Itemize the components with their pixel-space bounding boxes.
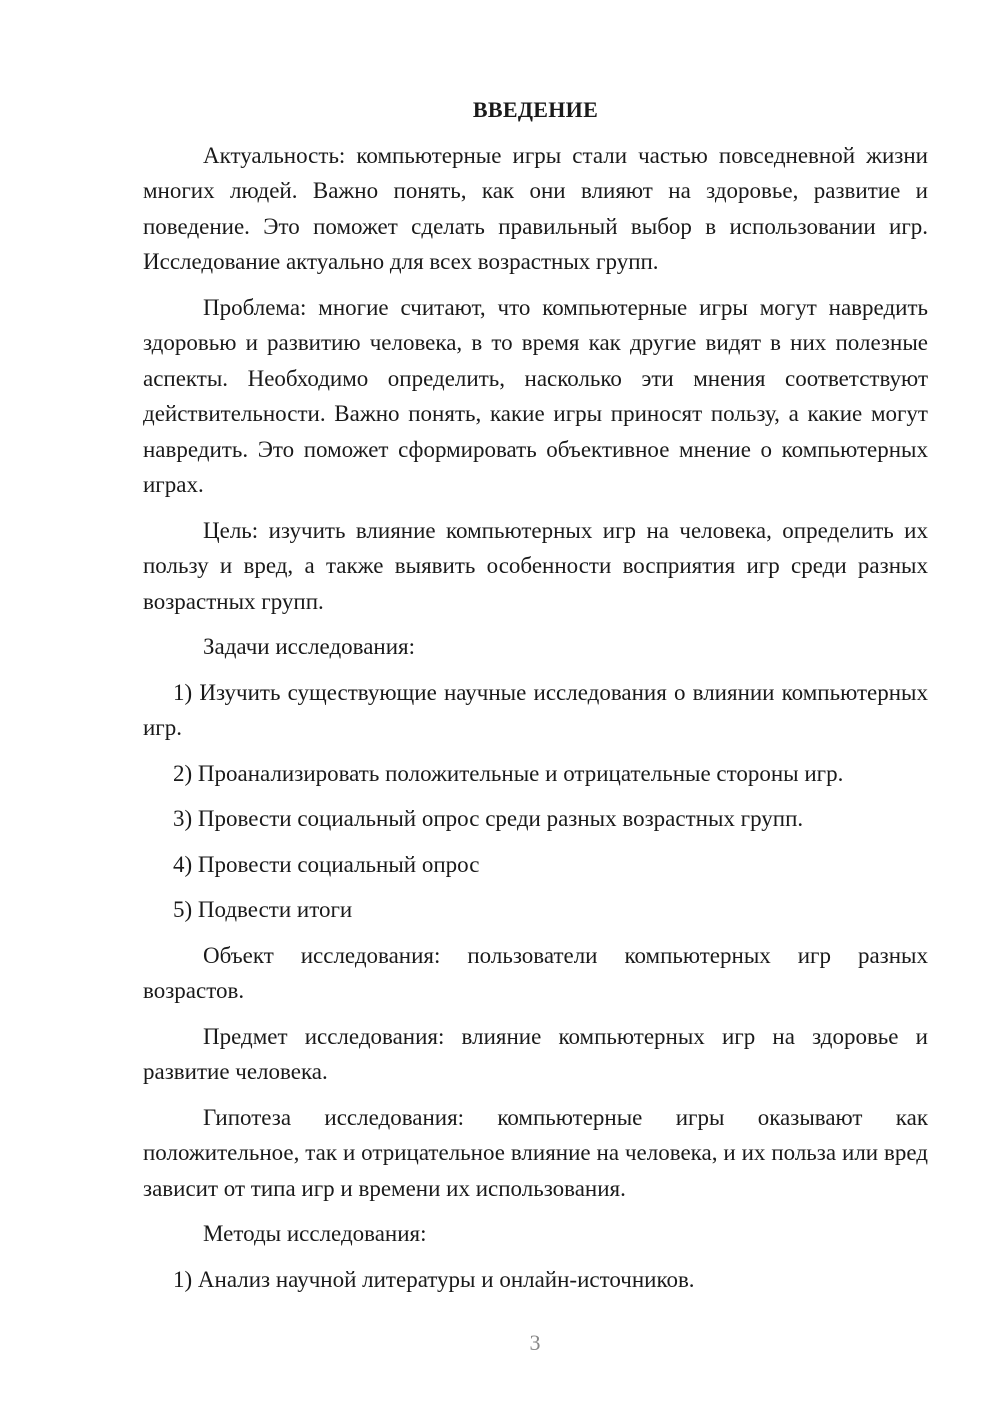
- object-paragraph: Объект исследования: пользователи компьютерных игр разных возрастов.: [143, 942, 928, 1003]
- task-item-4: 4) Провести социальный опрос: [173, 851, 480, 877]
- methods-heading: Методы исследования:: [203, 1221, 427, 1246]
- tasks-heading: Задачи исследования:: [203, 634, 416, 659]
- hypothesis-paragraph: Гипотеза исследования: компьютерные игры оказывают как положительное, так и отрицательное влияние на человека, и их польза или вред зависит от типа игр и времени их использования.: [143, 1104, 928, 1201]
- goal-paragraph: Цель: изучить влияние компьютерных игр на человека, определить их пользу и вред, а также выявить особенности восприятия игр среди разных возрастных групп.: [143, 517, 928, 614]
- task-item-2: 2) Проанализировать положительные и отрицательные стороны игр.: [173, 760, 844, 786]
- relevance-paragraph: Актуальность: компьютерные игры стали частью повседневной жизни многих людей. Важно понять, как они влияют на здоровье, развитие и поведение. Это поможет сделать правильный выбор в использовании игр. Исследование актуально для всех возрастных групп.: [143, 142, 928, 274]
- task-item-1: 1) Изучить существующие научные исследования о влиянии компьютерных игр.: [143, 679, 928, 740]
- task-item-5: 5) Подвести итоги: [173, 897, 353, 922]
- problem-paragraph: Проблема: многие считают, что компьютерные игры могут навредить здоровью и развитию человека, в то время как другие видят в них полезные аспекты. Необходимо определить, насколько эти мнения соответствуют действительности. Важно понять, какие игры приносят пользу, а какие могут навредить. Это поможет сформировать объективное мнение о компьютерных играх.: [143, 294, 928, 497]
- page-number: 3: [529, 1330, 541, 1355]
- task-item-3: 3) Провести социальный опрос среди разных возрастных групп.: [173, 806, 804, 831]
- method-item-1: 1) Анализ научной литературы и онлайн-источников.: [173, 1266, 695, 1292]
- document-page: [143, 92, 928, 1307]
- subject-paragraph: Предмет исследования: влияние компьютерных игр на здоровье и развитие человека.: [143, 1023, 928, 1084]
- section-heading: ВВЕДЕНИЕ: [472, 97, 599, 122]
